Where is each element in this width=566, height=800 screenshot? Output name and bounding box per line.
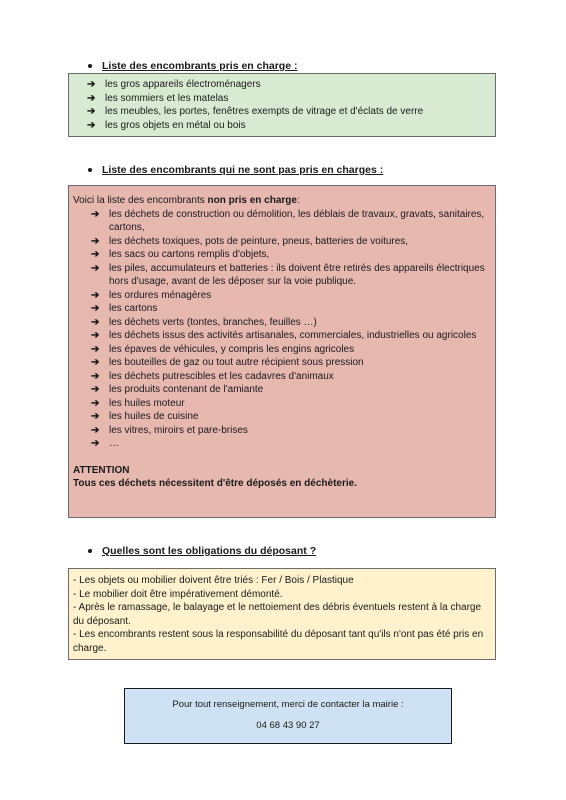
list-item: ➔ les déchets de construction ou démolition, les déblais de travaux, gravats, sanitaires, cartons, [91, 208, 485, 233]
arrow-right-icon: ➔ [91, 411, 100, 422]
arrow-right-icon: ➔ [91, 289, 100, 301]
obligations-box [68, 568, 496, 660]
arrow-right-icon: ➔ [91, 262, 100, 274]
list-item: ➔ les gros appareils électroménagers [87, 79, 261, 90]
arrow-right-icon: ➔ [87, 92, 96, 104]
list-item: ➔ les sommiers et les matelas [87, 92, 229, 104]
list-item: ➔ les déchets putrescibles et les cadavres d'animaux [91, 370, 334, 382]
arrow-right-icon: ➔ [87, 79, 96, 90]
accepted-list [87, 78, 485, 132]
accepted-heading [88, 60, 297, 72]
bullet-icon [88, 549, 92, 553]
arrow-right-icon: ➔ [87, 119, 96, 131]
contact-box [124, 688, 452, 744]
attention-title: ATTENTION [73, 464, 130, 476]
arrow-right-icon: ➔ [91, 438, 100, 449]
obligations-heading [88, 545, 316, 557]
list-item: ➔ les gros objets en métal ou bois [87, 119, 246, 131]
obligation-line: - Les objets ou mobilier doivent être triés : Fer / Bois / Plastique [73, 575, 354, 586]
list-item: ➔ les produits contenant de l'amiante [91, 384, 264, 395]
accepted-heading-text: Liste des encombrants pris en charge : [102, 60, 298, 72]
obligation-line: - Après le ramassage, le balayage et le nettoiement des débris éventuels restent à la charge du déposant. [73, 602, 482, 627]
attention-block [73, 464, 485, 491]
list-item: ➔ les sacs ou cartons remplis d'objets, [91, 249, 270, 260]
arrow-right-icon: ➔ [91, 397, 100, 409]
bullet-icon [88, 168, 92, 172]
attention-text: Tous ces déchets nécessitent d'être déposés en déchèterie. [73, 478, 357, 489]
refused-box [68, 185, 496, 518]
obligation-line: - Les encombrants restent sous la responsabilité du déposant tant qu'ils n'ont pas été pris en charge. [73, 629, 484, 654]
list-item: ➔ les déchets verts (tontes, branches, feuilles …) [91, 316, 317, 328]
list-item: ➔ les bouteilles de gaz ou tout autre récipient sous pression [91, 357, 364, 368]
arrow-right-icon: ➔ [91, 249, 100, 260]
list-item: ➔ les huiles moteur [91, 397, 185, 409]
contact-phone: 04 68 43 90 27 [256, 720, 320, 731]
obligations-heading-text: Quelles sont les obligations du déposant ? [102, 545, 317, 557]
refused-list [91, 208, 485, 451]
arrow-right-icon: ➔ [91, 208, 100, 220]
list-item: ➔ les vitres, miroirs et pare-brises [91, 424, 248, 436]
arrow-right-icon: ➔ [91, 424, 100, 436]
contact-text: Pour tout renseignement, merci de contacter la mairie : [172, 699, 404, 710]
refused-intro: Voici la liste des encombrants non pris en charge: [73, 195, 300, 206]
arrow-right-icon: ➔ [91, 235, 100, 247]
arrow-right-icon: ➔ [87, 106, 96, 117]
list-item: ➔ les déchets issus des activités artisanales, commerciales, industrielles ou agricoles [91, 330, 477, 341]
arrow-right-icon: ➔ [91, 330, 100, 341]
arrow-right-icon: ➔ [91, 370, 100, 382]
arrow-right-icon: ➔ [91, 316, 100, 328]
list-item: ➔ les déchets toxiques, pots de peinture, pneus, batteries de voitures, [91, 235, 409, 247]
arrow-right-icon: ➔ [91, 303, 100, 314]
list-item: ➔ les cartons [91, 303, 158, 314]
list-item: ➔ les meubles, les portes, fenêtres exempts de vitrage et d'éclats de verre [87, 106, 424, 117]
arrow-right-icon: ➔ [91, 343, 100, 355]
list-item: ➔ les huiles de cuisine [91, 411, 199, 422]
obligation-line: - Le mobilier doit être impérativement démonté. [73, 588, 283, 600]
list-item: ➔ les épaves de véhicules, y compris les engins agricoles [91, 343, 355, 355]
arrow-right-icon: ➔ [91, 357, 100, 368]
accepted-box [68, 73, 496, 137]
list-item: ➔ les piles, accumulateurs et batteries : ils doivent être retirés des appareils électriques hors d'usage, avant de les déposer sur la voie publique. [91, 262, 485, 287]
bullet-icon [88, 64, 92, 68]
list-item: ➔ les ordures ménagères [91, 289, 212, 301]
arrow-right-icon: ➔ [91, 384, 100, 395]
list-item: ➔ … [91, 438, 119, 449]
refused-heading-text: Liste des encombrants qui ne sont pas pris en charges : [102, 164, 384, 176]
refused-heading [88, 164, 383, 176]
